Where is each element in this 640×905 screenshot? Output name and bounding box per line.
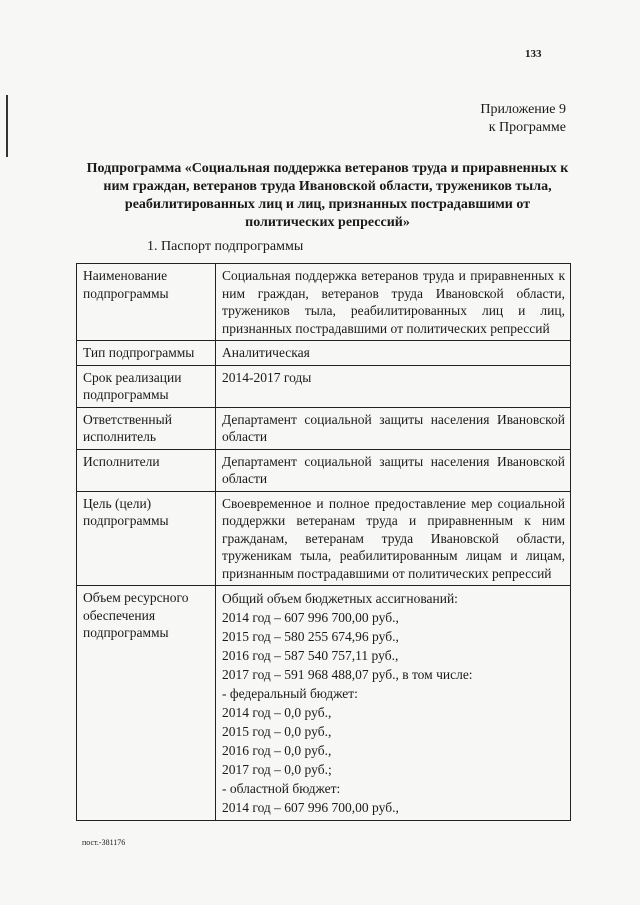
appendix-line-1: Приложение 9: [480, 102, 566, 117]
resource-line: - областной бюджет:: [222, 781, 341, 796]
table-row: [77, 407, 571, 449]
resource-line: 2017 год – 591 968 488,07 руб., в том числе:: [222, 667, 473, 682]
row-label-executors: Исполнители: [77, 449, 216, 491]
resource-line: 2016 год – 587 540 757,11 руб.,: [222, 648, 399, 663]
table-row: [77, 264, 571, 341]
resource-line: 2015 год – 0,0 руб.,: [222, 724, 332, 739]
page-number: 133: [525, 48, 542, 60]
footer-code: пост.-381176: [82, 838, 126, 847]
row-value-executors: Департамент социальной защиты населения Ивановской области: [216, 449, 571, 491]
row-label-term: Срок реализации подпрограммы: [77, 365, 216, 407]
row-label-responsible: Ответственный исполнитель: [77, 407, 216, 449]
resource-line: 2016 год – 0,0 руб.,: [222, 743, 332, 758]
row-value-term: 2014-2017 годы: [216, 365, 571, 407]
row-value-resources: [216, 586, 571, 821]
row-label-resources: Объем ресурсного обеспечения подпрограммы: [77, 586, 216, 821]
section-heading: 1. Паспорт подпрограммы: [147, 239, 304, 254]
resource-line: 2015 год – 580 255 674,96 руб.,: [222, 629, 399, 644]
resource-line: 2014 год – 607 996 700,00 руб.,: [222, 610, 399, 625]
row-label-type: Тип подпрограммы: [77, 341, 216, 366]
appendix-line-2: к Программе: [488, 120, 566, 135]
appendix-note: [480, 101, 566, 137]
row-label-name: Наименование подпрограммы: [77, 264, 216, 341]
table-row: [77, 365, 571, 407]
row-label-goal: Цель (цели) подпрограммы: [77, 491, 216, 586]
table-row: [77, 341, 571, 366]
row-value-goal: Своевременное и полное предоставление мер социальной поддержки ветеранам труда и приравненным к ним гражданам, ветеранам труда Ивановской области, труженикам тыла, реабилитированным лицам и лицам, признанным пострадавшими от политических репрессий: [216, 491, 571, 586]
resource-line: 2014 год – 607 996 700,00 руб.,: [222, 800, 399, 815]
passport-table: [76, 263, 571, 821]
margin-mark: [6, 95, 8, 157]
row-value-name: Социальная поддержка ветеранов труда и приравненных к ним граждан, ветеранов труда Ивановской области, тружеников тыла, реабилитированных лиц и лиц, признанных пострадавшими от политических репрессий: [216, 264, 571, 341]
resource-line: - федеральный бюджет:: [222, 686, 358, 701]
table-row: [77, 491, 571, 586]
table-row: [77, 449, 571, 491]
document-title: Подпрограмма «Социальная поддержка ветеранов труда и приравненных к ним граждан, ветеранов труда Ивановской области, тружеников тыла, реабилитированных лиц и лиц, признанных пострадавшими от политических репрессий»: [86, 161, 569, 230]
row-value-type: Аналитическая: [216, 341, 571, 366]
table-row: [77, 586, 571, 821]
row-value-responsible: Департамент социальной защиты населения Ивановской области: [216, 407, 571, 449]
resource-line: 2014 год – 0,0 руб.,: [222, 705, 332, 720]
resource-line: 2017 год – 0,0 руб.;: [222, 762, 332, 777]
resource-line: Общий объем бюджетных ассигнований:: [222, 591, 458, 606]
